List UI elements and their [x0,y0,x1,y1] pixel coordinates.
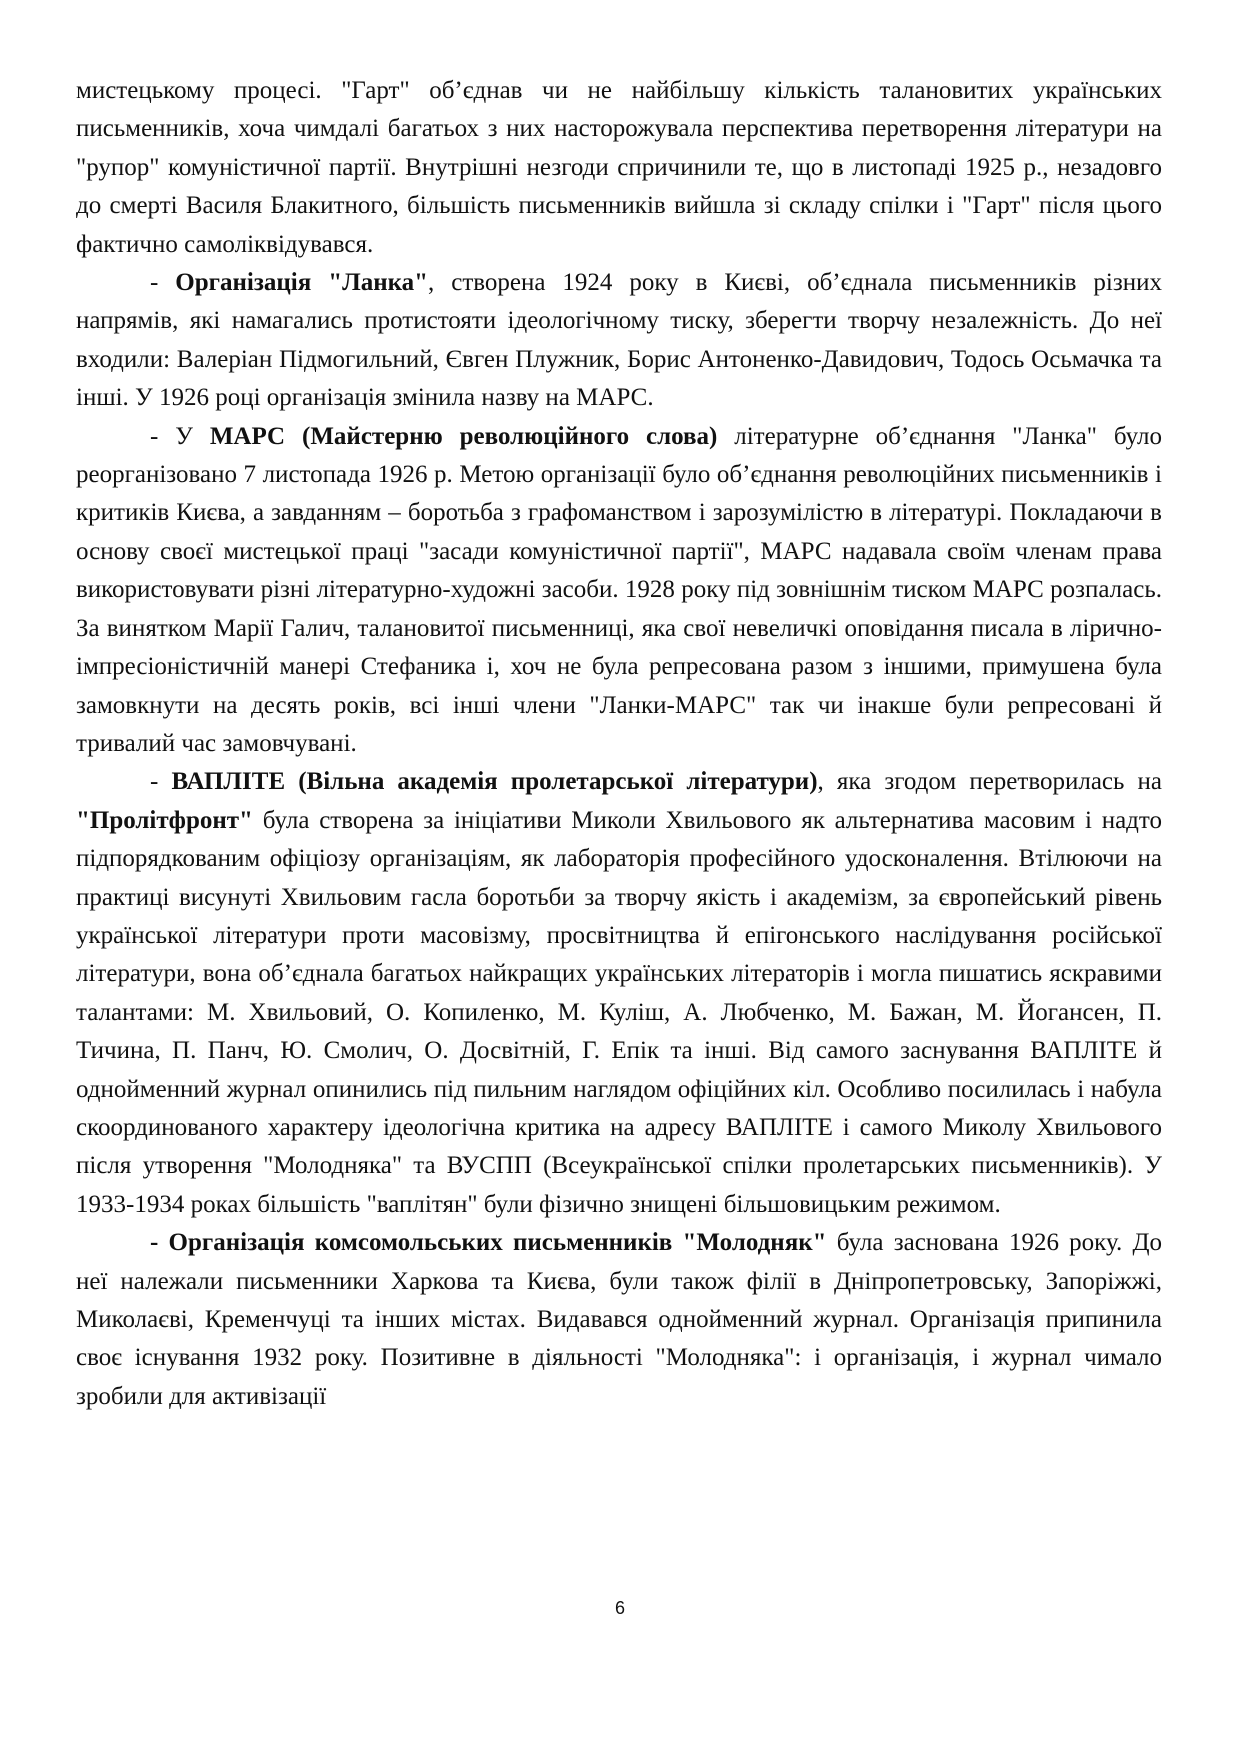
text-run: літературне об’єднання "Ланка" було реорганізовано 7 листопада 1926 р. Метою організації було об’єднання революційних письменників і критиків Києва, а завданням – боротьба з графоманством і зарозумілістю в літературі. Покладаючи в основу своєї мистецької праці "засади комуністичної партії", МАРС надавала своїм членам права використовувати різні літературно-художні засоби. 1928 року під зовнішнім тиском МАРС розпалась. За винятком Марії Галич, талановитої письменниці, яка свої невеличкі оповідання писала в лірично-імпресіоністичній манері Стефаника і, хоч не була репресована разом з іншими, примушена була замовкнути на десять років, всі інші члени "Ланки-МАРС" так чи інакше були репресовані й тривалий час замовчувані. [76,422,1162,757]
text-run: , створена 1924 року в Києві, об’єднала письменників різних напрямів, які намагались протистояти ідеологічному тиску, зберегти творчу незалежність. До неї входили: Валеріан Підмогильний, Євген Плужник, Борис Антоненко-Давидович, Тодось Осьмачка та інші. У 1926 році організація змінила назву на МАРС. [76,269,1163,412]
paragraph-1 [76,72,1162,264]
organization-name: МАРС (Майстерню революційного слова) [209,422,718,450]
text-run: - У [150,422,210,450]
text-run: - [150,768,172,796]
paragraph-4-vaplite [76,763,1162,1224]
text-run: мистецькому процесі. "Гарт" об’єднав чи не найбільшу кількість талановитих українських письменників, хоча чимдалі багатьох з них насторожувала перспектива перетворення літератури на "рупор" комуністичної партії. Внутрішні незгоди спричинили те, що в листопаді 1925 р., незадовго до смерті Василя Блакитного, більшість письменників вийшла зі складу спілки і "Гарт" після цього фактично самоліквідувався. [76,77,1162,258]
text-run: була заснована 1926 року. До неї належали письменники Харкова та Києва, були також філії в Дніпропетровську, Запоріжжі, Миколаєві, Кременчуці та інших містах. Видавався однойменний журнал. Організація припинила своє існування 1932 року. Позитивне в діяльності "Молодняка": і організація, і журнал чимало зробили для активізації [76,1229,1162,1410]
paragraph-5-molodniak [76,1224,1162,1416]
organization-name: - Організація комсомольських письменників "Молодняк" [150,1229,827,1257]
text-run: - [150,269,176,297]
organization-name: ВАПЛІТЕ (Вільна академія пролетарської літератури) [171,768,818,796]
text-run: , яка згодом перетворилась на [817,768,1162,796]
organization-name: Організація "Ланка" [175,269,429,297]
text-run: була створена за ініціативи Миколи Хвильового як альтернатива масовим і надто підпорядкованим офіціозу організаціям, як лабораторія професійного удосконалення. Втілюючи на практиці висунуті Хвильовим гасла боротьби за творчу якість і академізм, за європейський рівень української літератури проти масовізму, просвітництва й епігонського наслідування російської літератури, вона об’єднала багатьох найкращих українських літераторів і могла пишатись яскравими талантами: М. Хвильовий, О. Копиленко, М. Куліш, А. Любченко, М. Бажан, М. Йогансен, П. Тичина, П. Панч, Ю. Смолич, О. Досвітній, Г. Епік та інші. Від самого заснування ВАПЛІТЕ й однойменний журнал опинились під пильним наглядом офіційних кіл. Особливо посилилась і набула скоординованого характеру ідеологічна критика на адресу ВАПЛІТЕ і самого Миколу Хвильового після утворення "Молодняка" та ВУСПП (Всеукраїнської спілки пролетарських письменників). У 1933-1934 роках більшість "ваплітян" були фізично знищені більшовицьким режимом. [76,806,1162,1218]
page-number: 6 [614,1598,625,1618]
paragraph-3-mars [76,418,1162,764]
organization-name: "Пролітфронт" [76,806,253,834]
paragraph-2-lanka [76,264,1162,418]
body-text [76,72,1162,1416]
